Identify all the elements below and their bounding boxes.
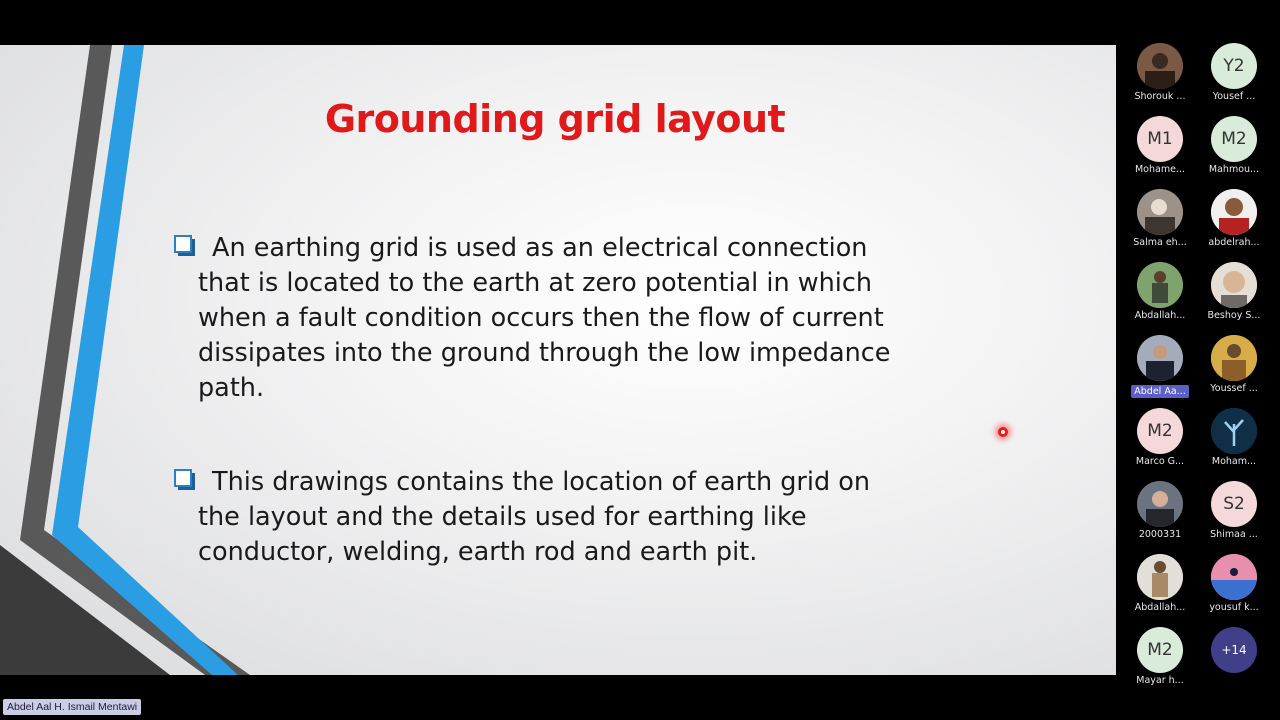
avatar <box>1211 262 1257 308</box>
participant-name: Yousef ... <box>1212 91 1256 102</box>
slide-title: Grounding grid layout <box>324 97 786 141</box>
avatar: M2 <box>1137 627 1183 673</box>
participant-tile[interactable] <box>1122 186 1198 256</box>
avatar <box>1211 408 1257 454</box>
participant-tile[interactable] <box>1196 186 1272 256</box>
presentation-slide <box>0 45 1116 675</box>
bullet-1-line-3: when a fault condition occurs then the flow of current <box>198 303 884 333</box>
participant-name: Salma eh... <box>1133 237 1187 248</box>
participant-name: Mahmou... <box>1208 164 1260 175</box>
participant-tile[interactable] <box>1196 332 1272 402</box>
checkbox-bullet-icon <box>174 235 196 257</box>
participant-tile[interactable] <box>1196 259 1272 329</box>
participant-tile[interactable] <box>1122 113 1198 183</box>
participant-tile[interactable] <box>1122 40 1198 110</box>
bullet-1-line-2: that is located to the earth at zero potential in which <box>198 268 873 298</box>
participant-name: yousuf k... <box>1209 602 1259 613</box>
participant-name: Abdel Aa... <box>1131 385 1188 398</box>
participant-tile[interactable] <box>1196 40 1272 110</box>
participant-tile[interactable] <box>1196 478 1272 548</box>
participant-tile[interactable] <box>1122 624 1198 694</box>
avatar <box>1137 262 1183 308</box>
avatar <box>1211 554 1257 600</box>
participant-name: Mayar h... <box>1136 675 1184 686</box>
avatar: M2 <box>1137 408 1183 454</box>
avatar: S2 <box>1211 481 1257 527</box>
bullet-2-line-3: conductor, welding, earth rod and earth pit. <box>198 537 758 567</box>
bullet-1-line-1: An earthing grid is used as an electrical connection <box>212 233 868 263</box>
participant-name: Shorouk ... <box>1134 91 1186 102</box>
participant-name: abdelrah... <box>1208 237 1260 248</box>
participant-tile-active[interactable] <box>1122 332 1198 402</box>
participant-name: Shimaa ... <box>1210 529 1258 540</box>
bullet-1 <box>198 231 958 406</box>
bullet-2-line-1: This drawings contains the location of earth grid on <box>212 467 871 497</box>
participant-tile[interactable] <box>1122 259 1198 329</box>
participant-tile[interactable] <box>1196 405 1272 475</box>
avatar: Y2 <box>1211 43 1257 89</box>
participant-name: Marco G... <box>1135 456 1185 467</box>
presenter-name-label: Abdel Aal H. Ismail Mentawi <box>3 699 141 715</box>
participant-name: Youssef ... <box>1210 383 1258 394</box>
bullet-1-line-5: path. <box>198 373 265 403</box>
bullet-2 <box>198 465 958 570</box>
participant-tile[interactable] <box>1122 478 1198 548</box>
avatar: M1 <box>1137 116 1183 162</box>
participant-tile[interactable] <box>1196 551 1272 621</box>
participant-gallery <box>1122 40 1280 690</box>
bullet-2-line-2: the layout and the details used for earthing like <box>198 502 807 532</box>
participant-tile[interactable] <box>1196 113 1272 183</box>
laser-pointer <box>998 427 1008 437</box>
participant-name: 2000331 <box>1138 529 1182 540</box>
participant-name: Moham... <box>1211 456 1257 467</box>
checkbox-bullet-icon <box>174 469 196 491</box>
bullet-1-line-4: dissipates into the ground through the low impedance <box>198 338 891 368</box>
participant-tile[interactable] <box>1122 405 1198 475</box>
participant-name: Beshoy S... <box>1207 310 1261 321</box>
avatar <box>1211 335 1257 381</box>
participant-name: Abdallah... <box>1134 602 1186 613</box>
avatar: M2 <box>1211 116 1257 162</box>
more-participants-count: +14 <box>1211 627 1257 673</box>
participant-tile[interactable] <box>1122 551 1198 621</box>
avatar <box>1137 189 1183 235</box>
avatar <box>1137 481 1183 527</box>
participant-name: Abdallah... <box>1134 310 1186 321</box>
participant-name: Mohame... <box>1134 164 1185 175</box>
avatar <box>1137 554 1183 600</box>
avatar <box>1137 335 1183 381</box>
avatar <box>1137 43 1183 89</box>
more-participants-button[interactable] <box>1196 624 1272 694</box>
avatar <box>1211 189 1257 235</box>
